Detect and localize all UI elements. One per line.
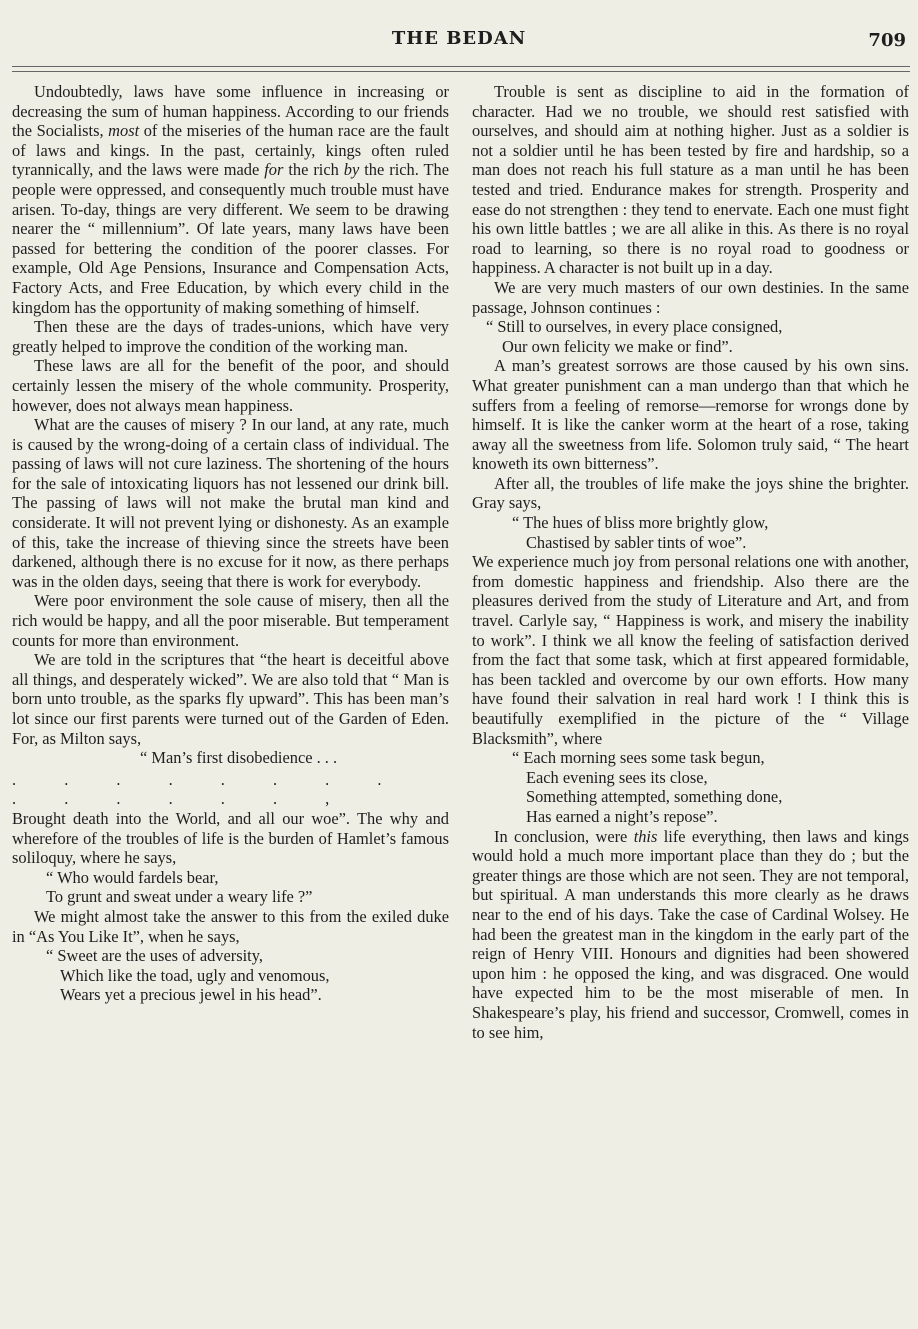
verse-line: “ Still to ourselves, in every place consigned, <box>486 317 783 337</box>
text-run: the rich. The people were oppressed, and consequently much trouble must have arisen. To-day, things are very different. We seem to be drawing nearer the “ millennium”. Of late years, many laws have been passed for bettering the condition of the poorer classes. For example, Old Age Pensions, Insurance and Compensation Acts, Factory Acts, and Free Education, by which every child in the kingdom has the opportunity of making something of himself. <box>12 160 449 317</box>
text-run: the rich <box>283 160 344 180</box>
emphasis: by <box>343 160 360 180</box>
verse-line: Chastised by sabler tints of woe”. <box>526 532 747 552</box>
text-run: of the miseries of the human race are the fault of laws and kings. In the past, certainly, kings often ruled tyrannically, and the laws were made <box>12 121 450 180</box>
paragraph: A man’s greatest sorrows are those caused by his own sins. What greater punishment can a man undergo than that which he suffers from a feeling of remorse—remorse for wrongs done by himself. It is like the canker worm at the heart of a rose, taking away all the sweetness from life. Solomon truly said, “ The heart knoweth its own bitterness”. <box>472 356 909 474</box>
paragraph: These laws are all for the benefit of the poor, and should certainly lessen the misery of the whole community. Prosperity, however, does not always mean happiness. <box>12 356 449 415</box>
header-rule <box>12 66 910 72</box>
paragraph: We are very much masters of our own destinies. In the same passage, Johnson continues : <box>472 277 909 317</box>
paragraph <box>12 82 449 317</box>
text-run: life everything, then laws and kings would hold a much more important place than they do ; but the greater things are those which are not seen. They are not temporal, but spiritual. A man understands this more clearly as he draws near to the end of his days. Take the case of Cardinal Wolsey. He had been the greatest man in the kingdom in the early part of the reign of Henry VIII. Honours and dignities had been showered upon him : he opposed the king, and was disgraced. One would have expected him to be the most miserable of men. In Shakespeare’s play, his friend and successor, Cromwell, comes in to see him, <box>472 826 909 1042</box>
verse-line: Something attempted, something done, <box>526 787 783 807</box>
paragraph: What are the causes of misery ? In our land, at any rate, much is caused by the wrong-doing of a certain class of individual. The passing of laws will not cure laziness. The shortening of the hours for the sale of intoxicating liquors has not lessened our drink bill. The passing of laws will not make the brutal man kind and considerate. It will not prevent lying or dishonesty. As an example of this, take the increase of thieving since the streets have been darkened, although there is no excuse for it now, as there perhaps was in the olden days, seeing that there is work for everybody. <box>12 415 449 591</box>
running-title: THE BEDAN <box>391 28 527 49</box>
page-header <box>0 28 918 58</box>
text-run: In conclusion, were <box>494 826 634 846</box>
verse-line: “ The hues of bliss more brightly glow, <box>512 513 769 533</box>
emphasis: for <box>264 160 284 180</box>
paragraph: Then these are the days of trades-unions, which have very greatly helped to improve the condition of the working man. <box>12 317 449 356</box>
verse-line: “ Each morning sees some task begun, <box>512 748 765 768</box>
verse-line: “ Who would fardels bear, <box>46 867 219 887</box>
paragraph: Trouble is sent as discipline to aid in the formation of character. Had we no trouble, we should rest satisfied with ourselves, and should aim at nothing higher. Just as a soldier is not a soldier until he has been tested by fire and hardship, so a man does not reach his full stature as a man until he has been tested and tried. Endurance makes for strength. Prosperity and ease do not strengthen : they tend to enervate. Each one must fight his own little battles ; we are all alike in this. As there is no royal road to learning, so there is no royal road to goodness or happiness. A character is not built up in a day. <box>472 82 909 278</box>
ellipsis-line: . . . . . . . . . . . . . . , <box>12 769 404 809</box>
right-column <box>472 82 909 1042</box>
verse-line: Wears yet a precious jewel in his head”. <box>60 985 322 1005</box>
verse-line: “ Man’s first disobedience . . . <box>140 748 338 768</box>
verse-line: To grunt and sweat under a weary life ?” <box>46 887 313 907</box>
emphasis: this <box>633 826 658 846</box>
paragraph: Brought death into the World, and all our woe”. The why and wherefore of the troubles of life is the burden of Hamlet’s famous soliloquy, where he says, <box>12 808 449 868</box>
text-run: Undoubtedly, laws have some influence in increasing or decreasing the sum of human happiness. According to our friends the Socialists, <box>12 82 449 141</box>
verse-line: Which like the toad, ugly and venomous, <box>60 965 330 985</box>
paragraph: We might almost take the answer to this from the exiled duke in “As You Like It”, when he says, <box>12 906 449 946</box>
paragraph <box>472 827 909 1043</box>
emphasis: most <box>108 121 140 141</box>
verse-line: Has earned a night’s repose”. <box>526 806 718 826</box>
verse-line: Each evening sees its close, <box>526 767 708 787</box>
left-column <box>12 82 449 1005</box>
paragraph: We are told in the scriptures that “the heart is deceitful above all things, and desperately wicked”. We are also told that “ Man is born unto trouble, as the sparks fly upward”. This has been man’s lot since our first parents were turned out of the Garden of Eden. For, as Milton says, <box>12 650 449 748</box>
paragraph: After all, the troubles of life make the joys shine the brighter. Gray says, <box>472 473 909 513</box>
paragraph: We experience much joy from personal relations one with another, from domestic happiness and friendship. Also there are the pleasures derived from the study of Literature and Art, and from travel. Carlyle say, “ Happiness is work, and misery the inability to work”. I think we all know the feeling of satisfaction derived from the fact that some task, which at first appeared formidable, has been tackled and overcome by our own efforts. How many have found their salvation in real hard work ! I think this is beautifully exemplified in the picture of the “ Village Blacksmith”, where <box>472 552 909 748</box>
page-number: 709 <box>868 30 906 51</box>
paragraph: Were poor environment the sole cause of misery, then all the rich would be happy, and all the poor miserable. But temperament counts for more than environment. <box>12 591 449 650</box>
verse-line: Our own felicity we make or find”. <box>502 336 733 356</box>
verse-line: “ Sweet are the uses of adversity, <box>46 946 263 966</box>
